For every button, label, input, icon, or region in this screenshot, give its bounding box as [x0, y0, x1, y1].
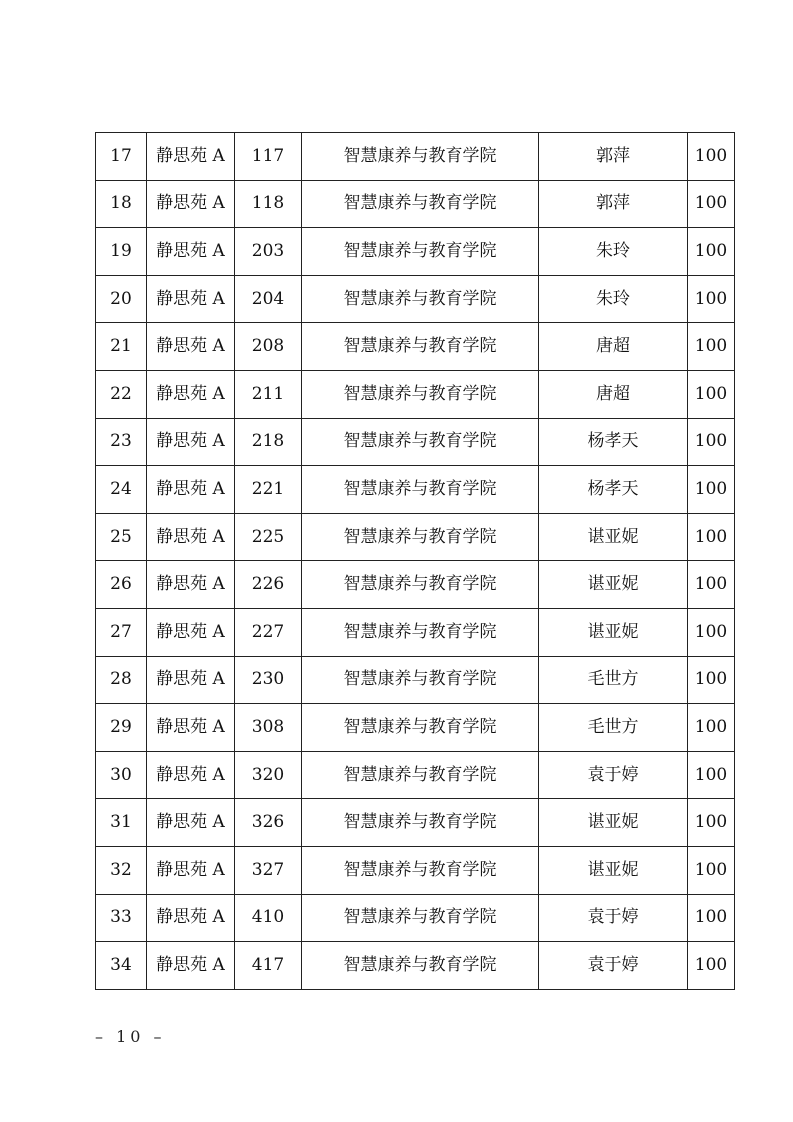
building-cell: 静思苑 A: [147, 751, 235, 799]
building-cell: 静思苑 A: [147, 942, 235, 990]
table-row: [96, 656, 735, 704]
college-cell: 智慧康养与教育学院: [302, 751, 539, 799]
dormitory-score-table-container: [95, 132, 734, 990]
building-cell: 静思苑 A: [147, 561, 235, 609]
building-cell: 静思苑 A: [147, 846, 235, 894]
row-number-cell: 29: [96, 704, 147, 752]
responsible-person-cell: 郭萍: [539, 180, 688, 228]
responsible-person-cell: 唐超: [539, 370, 688, 418]
room-number-cell: 320: [235, 751, 302, 799]
score-cell: 100: [688, 513, 735, 561]
score-cell: 100: [688, 418, 735, 466]
room-number-cell: 204: [235, 275, 302, 323]
table-row: [96, 323, 735, 371]
score-cell: 100: [688, 133, 735, 181]
building-cell: 静思苑 A: [147, 418, 235, 466]
responsible-person-cell: 朱玲: [539, 228, 688, 276]
responsible-person-cell: 毛世方: [539, 656, 688, 704]
college-cell: 智慧康养与教育学院: [302, 228, 539, 276]
score-cell: 100: [688, 608, 735, 656]
responsible-person-cell: 谌亚妮: [539, 561, 688, 609]
table-row: [96, 942, 735, 990]
college-cell: 智慧康养与教育学院: [302, 799, 539, 847]
responsible-person-cell: 郭萍: [539, 133, 688, 181]
responsible-person-cell: 袁于婷: [539, 751, 688, 799]
room-number-cell: 326: [235, 799, 302, 847]
responsible-person-cell: 袁于婷: [539, 894, 688, 942]
table-row: [96, 561, 735, 609]
row-number-cell: 20: [96, 275, 147, 323]
building-cell: 静思苑 A: [147, 894, 235, 942]
college-cell: 智慧康养与教育学院: [302, 656, 539, 704]
responsible-person-cell: 谌亚妮: [539, 799, 688, 847]
responsible-person-cell: 杨孝天: [539, 466, 688, 514]
building-cell: 静思苑 A: [147, 466, 235, 514]
room-number-cell: 208: [235, 323, 302, 371]
room-number-cell: 117: [235, 133, 302, 181]
college-cell: 智慧康养与教育学院: [302, 133, 539, 181]
room-number-cell: 410: [235, 894, 302, 942]
college-cell: 智慧康养与教育学院: [302, 180, 539, 228]
responsible-person-cell: 唐超: [539, 323, 688, 371]
room-number-cell: 218: [235, 418, 302, 466]
score-cell: 100: [688, 942, 735, 990]
score-cell: 100: [688, 180, 735, 228]
room-number-cell: 226: [235, 561, 302, 609]
responsible-person-cell: 谌亚妮: [539, 608, 688, 656]
college-cell: 智慧康养与教育学院: [302, 846, 539, 894]
table-row: [96, 799, 735, 847]
table-row: [96, 133, 735, 181]
table-row: [96, 513, 735, 561]
score-cell: 100: [688, 894, 735, 942]
college-cell: 智慧康养与教育学院: [302, 323, 539, 371]
score-cell: 100: [688, 846, 735, 894]
row-number-cell: 32: [96, 846, 147, 894]
room-number-cell: 221: [235, 466, 302, 514]
score-cell: 100: [688, 370, 735, 418]
building-cell: 静思苑 A: [147, 180, 235, 228]
college-cell: 智慧康养与教育学院: [302, 608, 539, 656]
college-cell: 智慧康养与教育学院: [302, 513, 539, 561]
score-cell: 100: [688, 799, 735, 847]
row-number-cell: 17: [96, 133, 147, 181]
table-row: [96, 608, 735, 656]
college-cell: 智慧康养与教育学院: [302, 894, 539, 942]
building-cell: 静思苑 A: [147, 704, 235, 752]
responsible-person-cell: 朱玲: [539, 275, 688, 323]
row-number-cell: 28: [96, 656, 147, 704]
responsible-person-cell: 谌亚妮: [539, 513, 688, 561]
score-cell: 100: [688, 751, 735, 799]
responsible-person-cell: 杨孝天: [539, 418, 688, 466]
score-cell: 100: [688, 466, 735, 514]
responsible-person-cell: 袁于婷: [539, 942, 688, 990]
score-cell: 100: [688, 656, 735, 704]
row-number-cell: 31: [96, 799, 147, 847]
row-number-cell: 34: [96, 942, 147, 990]
building-cell: 静思苑 A: [147, 656, 235, 704]
college-cell: 智慧康养与教育学院: [302, 418, 539, 466]
dormitory-score-table: [95, 132, 735, 990]
table-row: [96, 751, 735, 799]
table-row: [96, 275, 735, 323]
row-number-cell: 23: [96, 418, 147, 466]
room-number-cell: 308: [235, 704, 302, 752]
row-number-cell: 22: [96, 370, 147, 418]
college-cell: 智慧康养与教育学院: [302, 466, 539, 514]
row-number-cell: 18: [96, 180, 147, 228]
row-number-cell: 26: [96, 561, 147, 609]
score-cell: 100: [688, 561, 735, 609]
page-number: – 10 –: [95, 1027, 166, 1046]
college-cell: 智慧康养与教育学院: [302, 275, 539, 323]
building-cell: 静思苑 A: [147, 228, 235, 276]
building-cell: 静思苑 A: [147, 323, 235, 371]
room-number-cell: 417: [235, 942, 302, 990]
responsible-person-cell: 毛世方: [539, 704, 688, 752]
room-number-cell: 227: [235, 608, 302, 656]
college-cell: 智慧康养与教育学院: [302, 370, 539, 418]
score-cell: 100: [688, 704, 735, 752]
building-cell: 静思苑 A: [147, 133, 235, 181]
building-cell: 静思苑 A: [147, 799, 235, 847]
table-row: [96, 466, 735, 514]
building-cell: 静思苑 A: [147, 513, 235, 561]
score-cell: 100: [688, 228, 735, 276]
building-cell: 静思苑 A: [147, 370, 235, 418]
room-number-cell: 203: [235, 228, 302, 276]
table-row: [96, 370, 735, 418]
row-number-cell: 30: [96, 751, 147, 799]
table-row: [96, 894, 735, 942]
room-number-cell: 327: [235, 846, 302, 894]
room-number-cell: 211: [235, 370, 302, 418]
college-cell: 智慧康养与教育学院: [302, 942, 539, 990]
table-row: [96, 846, 735, 894]
row-number-cell: 25: [96, 513, 147, 561]
row-number-cell: 24: [96, 466, 147, 514]
table-row: [96, 180, 735, 228]
row-number-cell: 33: [96, 894, 147, 942]
room-number-cell: 118: [235, 180, 302, 228]
responsible-person-cell: 谌亚妮: [539, 846, 688, 894]
table-row: [96, 418, 735, 466]
score-cell: 100: [688, 275, 735, 323]
row-number-cell: 27: [96, 608, 147, 656]
room-number-cell: 225: [235, 513, 302, 561]
college-cell: 智慧康养与教育学院: [302, 704, 539, 752]
row-number-cell: 21: [96, 323, 147, 371]
row-number-cell: 19: [96, 228, 147, 276]
score-cell: 100: [688, 323, 735, 371]
table-row: [96, 704, 735, 752]
building-cell: 静思苑 A: [147, 275, 235, 323]
building-cell: 静思苑 A: [147, 608, 235, 656]
room-number-cell: 230: [235, 656, 302, 704]
college-cell: 智慧康养与教育学院: [302, 561, 539, 609]
table-body: [96, 133, 735, 990]
table-row: [96, 228, 735, 276]
